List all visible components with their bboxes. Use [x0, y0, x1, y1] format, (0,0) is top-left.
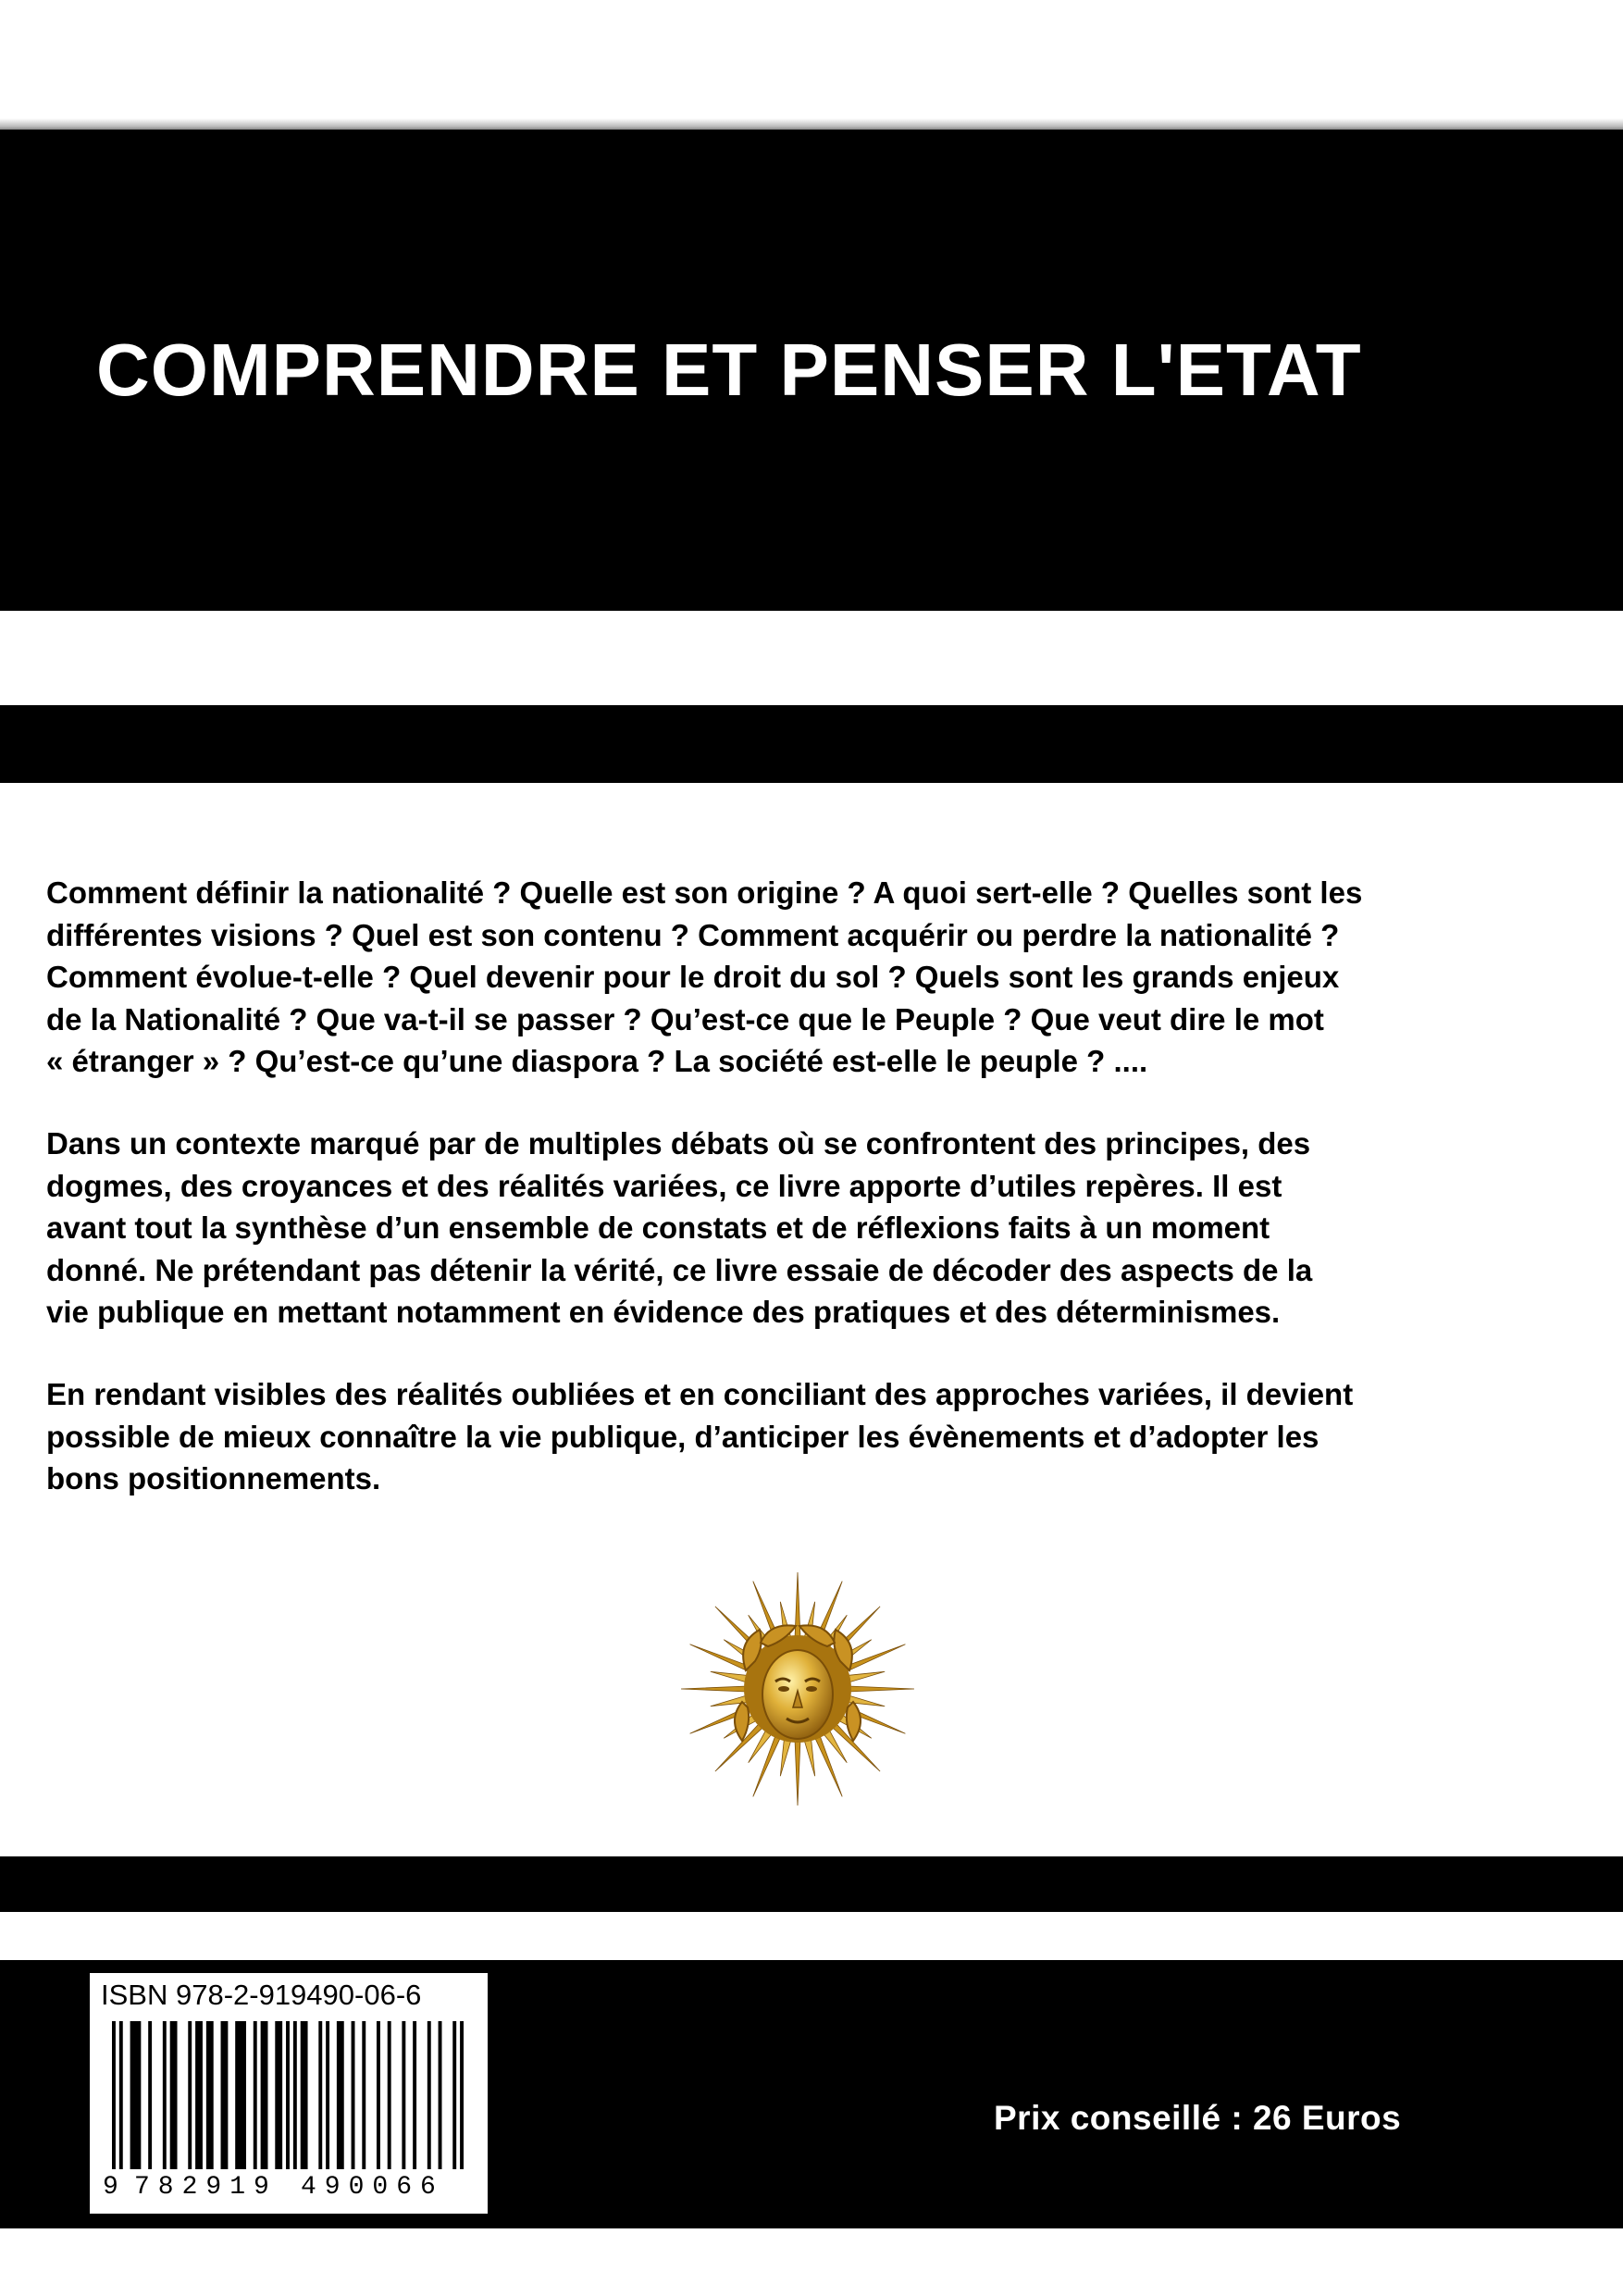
barcode-digits-right: 490066 — [301, 2173, 444, 2202]
barcode-bar — [337, 2021, 344, 2169]
suggested-price: Prix conseillé : 26 Euros — [994, 2099, 1402, 2137]
barcode-digits — [103, 2173, 473, 2206]
text-line: En rendant visibles des réalités oubliées et en conciliant des approches variées, il devient — [46, 1377, 1354, 1411]
barcode-bar — [286, 2021, 290, 2169]
barcode-bar — [163, 2021, 167, 2169]
sun-ray — [813, 1732, 842, 1797]
barcode-digit-first: 9 — [103, 2173, 118, 2202]
sun-ray — [846, 1686, 914, 1692]
top-edge-shadow — [0, 118, 1623, 130]
barcode-bar — [293, 2021, 297, 2169]
divider-band — [0, 1856, 1623, 1912]
barcode-bar — [362, 2021, 365, 2169]
barcode-bar — [427, 2021, 431, 2169]
barcode-bar — [112, 2021, 116, 2169]
barcode-bar — [148, 2021, 152, 2169]
golden-sun-face-icon — [677, 1569, 918, 1809]
book-title: COMPRENDRE ET PENSER L'ETAT — [96, 329, 1362, 411]
isbn-barcode-label — [90, 1973, 488, 2214]
text-line: différentes visions ? Quel est son contenu ? Comment acquérir ou perdre la nationalité ? — [46, 917, 1340, 952]
blurb-paragraph-questions — [46, 872, 1527, 1083]
barcode-bar — [206, 2021, 214, 2169]
barcode-bar — [326, 2021, 329, 2169]
sun-ray — [753, 1732, 782, 1797]
barcode-bar — [318, 2021, 322, 2169]
barcode-bar — [452, 2021, 456, 2169]
divider-band — [0, 705, 1623, 783]
barcode-bar — [195, 2021, 203, 2169]
barcode-bar — [275, 2021, 282, 2169]
barcode-bar — [439, 2021, 442, 2169]
sun-ray — [681, 1686, 750, 1692]
barcode-bar — [235, 2021, 246, 2169]
barcode-bar — [261, 2021, 268, 2169]
text-line: possible de mieux connaître la vie publique, d’anticiper les évènements et d’adopter les — [46, 1419, 1319, 1454]
barcode-bar — [377, 2021, 380, 2169]
barcode-bar — [460, 2021, 464, 2169]
text-line: dogmes, des croyances et des réalités variées, ce livre apporte d’utiles repères. Il est — [46, 1168, 1282, 1203]
isbn-number: ISBN 978-2-919490-06-6 — [101, 1979, 422, 2011]
text-line: Comment définir la nationalité ? Quelle est son origine ? A quoi sert-elle ? Quelles sont les — [46, 875, 1363, 910]
barcode-bar — [413, 2021, 416, 2169]
blurb-paragraph-conclusion — [46, 1373, 1527, 1500]
text-line: Dans un contexte marqué par de multiples débats où se confrontent des principes, des — [46, 1126, 1311, 1160]
text-line: « étranger » ? Qu’est-ce qu’une diaspora ? La société est-elle le peuple ? .... — [46, 1044, 1148, 1078]
sun-ray — [795, 1572, 800, 1641]
barcode-bar — [188, 2021, 192, 2169]
text-line: vie publique en mettant notamment en évidence des pratiques et des déterminismes. — [46, 1295, 1281, 1329]
barcode — [103, 2021, 473, 2169]
text-line: bons positionnements. — [46, 1461, 381, 1496]
barcode-bar — [221, 2021, 229, 2169]
barcode-bar — [352, 2021, 355, 2169]
barcode-bar — [119, 2021, 123, 2169]
text-line: avant tout la synthèse d’un ensemble de constats et de réflexions faits à un moment — [46, 1210, 1270, 1245]
blurb-paragraph-context — [46, 1123, 1527, 1334]
barcode-bar — [301, 2021, 308, 2169]
barcode-bar — [254, 2021, 257, 2169]
barcode-bar — [170, 2021, 178, 2169]
barcode-bar — [402, 2021, 405, 2169]
sun-ray — [795, 1737, 800, 1806]
barcode-digits-left: 782919 — [134, 2173, 278, 2202]
text-line: Comment évolue-t-elle ? Quel devenir pour le droit du sol ? Quels sont les grands enjeux — [46, 960, 1340, 994]
barcode-bar — [388, 2021, 391, 2169]
text-line: de la Nationalité ? Que va-t-il se passer ? Qu’est-ce que le Peuple ? Que veut dire le mot — [46, 1001, 1324, 1036]
text-line: donné. Ne prétendant pas détenir la vérité, ce livre essaie de décoder des aspects de la — [46, 1252, 1313, 1287]
barcode-bar — [130, 2021, 142, 2169]
